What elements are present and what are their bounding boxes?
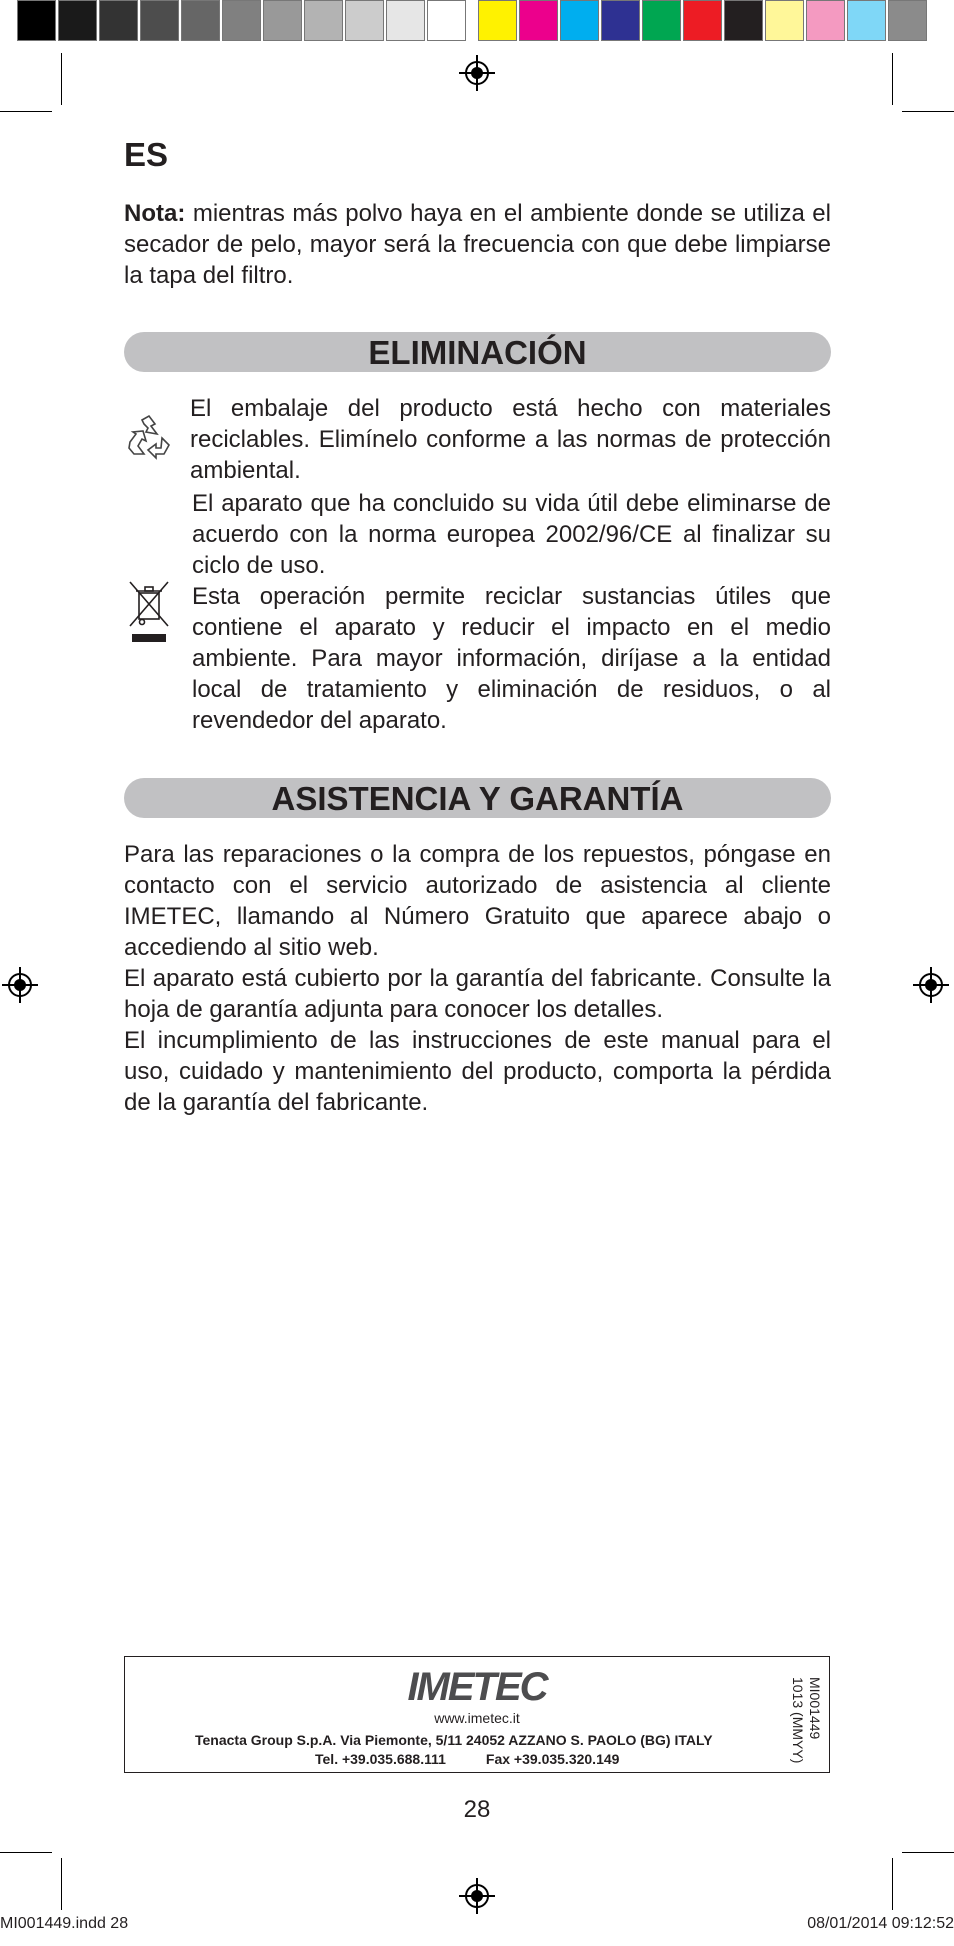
assistance-paragraph-1: Para las reparaciones o la compra de los repuestos, póngase en contacto con el servicio autorizado de asistencia al cliente IMETEC, llamando al Número Gratuito que aparece abajo o accediendo al sitio web. [124, 841, 831, 961]
crop-mark [902, 1852, 954, 1853]
registration-mark-icon [459, 1878, 495, 1914]
imetec-logo: IMETEC [407, 1665, 547, 1709]
assistance-paragraph-3: El incumplimiento de las instrucciones de este manual para el uso, cuidado y mantenimiento del producto, comporta la pérdida de la garantía del fabricante. [124, 1027, 831, 1116]
color-swatch [724, 0, 763, 41]
crop-mark [0, 1852, 52, 1853]
company-address: Tenacta Group S.p.A. Via Piemonte, 5/11 24052 AZZANO S. PAOLO (BG) ITALY [195, 1732, 713, 1748]
color-swatch [99, 0, 138, 41]
crop-mark [61, 53, 62, 105]
slug-timestamp: 08/01/2014 09:12:52 [807, 1915, 954, 1932]
color-swatch [263, 0, 302, 41]
color-swatch [560, 0, 599, 41]
note-text: mientras más polvo haya en el ambiente donde se utiliza el secador de pelo, mayor será la frecuencia con que debe limpiarse la tapa del filtro. [124, 200, 831, 289]
color-swatch [304, 0, 343, 41]
document-date-code: 1013 (MMYY) [790, 1677, 806, 1764]
language-code: ES [124, 136, 169, 173]
color-swatch [642, 0, 681, 41]
color-swatch [478, 0, 517, 41]
device-disposal-paragraph: El aparato que ha concluido su vida útil debe eliminarse de acuerdo con la norma europea 2002/96/CE al finalizar su ciclo de uso. [192, 490, 831, 579]
crop-mark [61, 1858, 62, 1910]
crop-mark [0, 111, 52, 112]
crop-mark [892, 1858, 893, 1910]
document-code [789, 1677, 823, 1763]
color-swatch [888, 0, 927, 41]
section-heading-eliminacion: ELIMINACIÓN [124, 332, 831, 372]
color-swatch [345, 0, 384, 41]
color-swatch [519, 0, 558, 41]
recycle-icon [124, 412, 174, 462]
crop-mark [892, 53, 893, 105]
packaging-paragraph: El embalaje del producto está hecho con materiales reciclables. Elimínelo conforme a las normas de protección ambiental. [190, 395, 831, 484]
phone-fax-line [315, 1751, 619, 1767]
section-heading-asistencia: ASISTENCIA Y GARANTÍA [124, 778, 831, 818]
color-swatch [386, 0, 425, 41]
assistance-paragraph-2: El aparato está cubierto por la garantía del fabricante. Consulte la hoja de garantía adjunta para conocer los detalles. [124, 965, 831, 1023]
note-paragraph [124, 198, 831, 291]
color-swatch [222, 0, 261, 41]
color-bar-gap [468, 0, 478, 41]
document-number: MI001449 [807, 1677, 823, 1740]
color-swatch [601, 0, 640, 41]
color-calibration-bar [17, 0, 929, 41]
color-swatch [17, 0, 56, 41]
website-link[interactable]: www.imetec.it [434, 1710, 520, 1726]
telephone: Tel. +39.035.688.111 [315, 1751, 446, 1767]
color-swatch [806, 0, 845, 41]
color-swatch [765, 0, 804, 41]
company-info-box [124, 1656, 830, 1773]
color-swatch [683, 0, 722, 41]
registration-mark-icon [2, 967, 38, 1003]
color-swatch [140, 0, 179, 41]
crossed-bin-icon [128, 580, 170, 644]
note-label: Nota: [124, 200, 186, 227]
color-swatch [181, 0, 220, 41]
fax: Fax +39.035.320.149 [485, 1751, 620, 1767]
color-swatch [58, 0, 97, 41]
operation-paragraph: Esta operación permite reciclar sustancias útiles que contiene el aparato y reducir el impacto en el medio ambiente. Para mayor información, diríjase a la entidad local de tratamiento y eliminación de residuos, o al revendedor del aparato. [192, 583, 831, 734]
page-number: 28 [463, 1796, 491, 1823]
color-swatch [427, 0, 466, 41]
slug-filename: MI001449.indd 28 [0, 1915, 129, 1932]
color-swatch [847, 0, 886, 41]
registration-mark-icon [913, 967, 949, 1003]
crop-mark [902, 111, 954, 112]
registration-mark-icon [459, 55, 495, 91]
